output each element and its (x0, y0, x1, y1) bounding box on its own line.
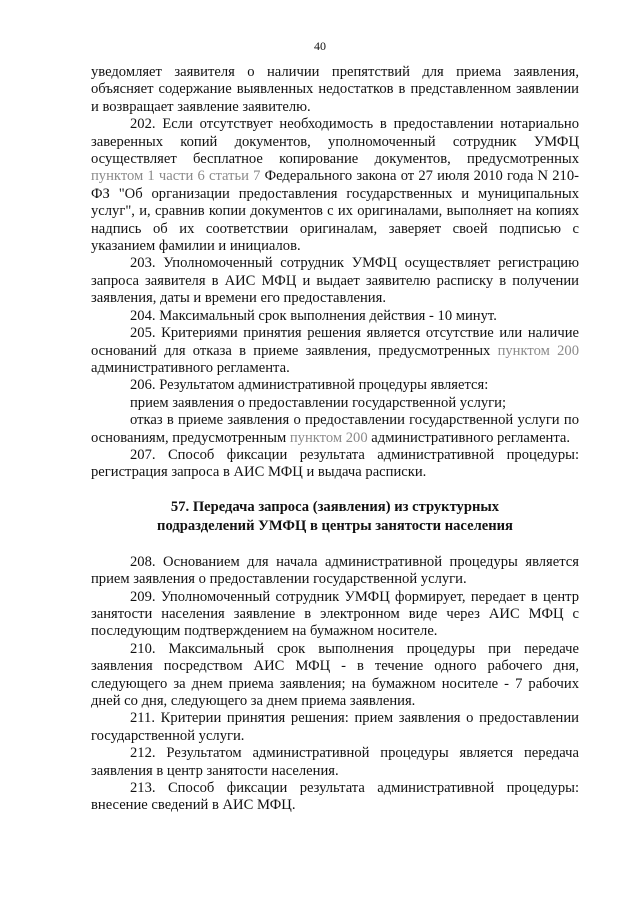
paragraph-202 (91, 116, 579, 255)
paragraph-206-item-refuse-text-start: отказ в приеме заявления о предоставлении государственной услуги по основаниям, предусмотренным (91, 412, 579, 446)
point-200-reference-link[interactable]: пунктом 200 (289, 429, 368, 446)
point-200-reference-link[interactable]: пунктом 200 (497, 342, 579, 359)
section-heading-line-1: 57. Передача запроса (заявления) из структурных (170, 498, 500, 515)
law-reference-link[interactable]: пунктом 1 части 6 статьи 7 (91, 168, 261, 185)
paragraph-213: 213. Способ фиксации результата административной процедуры: внесение сведений в АИС МФЦ. (91, 780, 579, 814)
paragraph-206-item-refuse (91, 412, 579, 447)
paragraph-202-text-start: 202. Если отсутствует необходимость в предоставлении нотариально заверенных копий документов, уполномоченный сотрудник УМФЦ осуществляет бесплатное копирование документов, предусмотренных (91, 116, 579, 168)
paragraph-203: 203. Уполномоченный сотрудник УМФЦ осуществляет регистрацию запроса заявителя в АИС МФЦ и выдает заявителю расписку в получении заявления, даты и времени его предоставления. (91, 255, 579, 307)
paragraph-continued: уведомляет заявителя о наличии препятствий для приема заявления, объясняет содержание выявленных недостатков в представленном заявлении и возвращает заявление заявителю. (91, 64, 579, 115)
paragraph-205-text-end: административного регламента. (91, 359, 290, 376)
section-heading (91, 498, 579, 536)
paragraph-206-item-refuse-text-end: административного регламента. (367, 429, 571, 446)
paragraph-206: 206. Результатом административной процедуры является: (130, 377, 489, 394)
paragraph-206-item-accept: прием заявления о предоставлении государственной услуги; (130, 394, 507, 411)
paragraph-204: 204. Максимальный срок выполнения действия - 10 минут. (130, 307, 497, 324)
paragraph-202-text-end: Федерального закона от 27 июля 2010 года N 210-ФЗ "Об организации предоставления государственных и муниципальных услуг", и, сравнив копии документов с их оригиналами, выполняет на копиях надпись об их соответствии оригиналам, заверяет своей подписью с указанием фамилии и инициалов. (91, 168, 579, 255)
paragraph-205-text-start: 205. Критериями принятия решения является отсутствие или наличие оснований для отказа в приеме заявления, предусмотренных (91, 325, 579, 359)
paragraph-209: 209. Уполномоченный сотрудник УМФЦ формирует, передает в центр занятости населения заявление в электронном виде через АИС МФЦ с последующим подтверждением на бумажном носителе. (91, 588, 579, 640)
paragraph-208: 208. Основанием для начала административной процедуры является прием заявления о предоставлении государственной услуги. (91, 553, 579, 588)
paragraph-212: 212. Результатом административной процедуры является передача заявления в центр занятости населения. (91, 745, 579, 779)
paragraph-211: 211. Критерии принятия решения: прием заявления о предоставлении государственной услуги. (91, 710, 579, 744)
paragraph-207: 207. Способ фиксации результата административной процедуры: регистрация запроса в АИС МФЦ и выдача расписки. (91, 446, 579, 481)
page-number: 40 (314, 39, 326, 53)
paragraph-210: 210. Максимальный срок выполнения процедуры при передаче заявления посредством АИС МФЦ - в течение одного рабочего дня, следующего за днем приема заявления; на бумажном носителе - 7 рабочих дней со дня, следующего за днем приема заявления. (91, 640, 579, 709)
paragraph-205 (91, 325, 579, 377)
section-heading-line-2: подразделений УМФЦ в центры занятости населения (157, 517, 513, 534)
document-body (91, 64, 579, 815)
